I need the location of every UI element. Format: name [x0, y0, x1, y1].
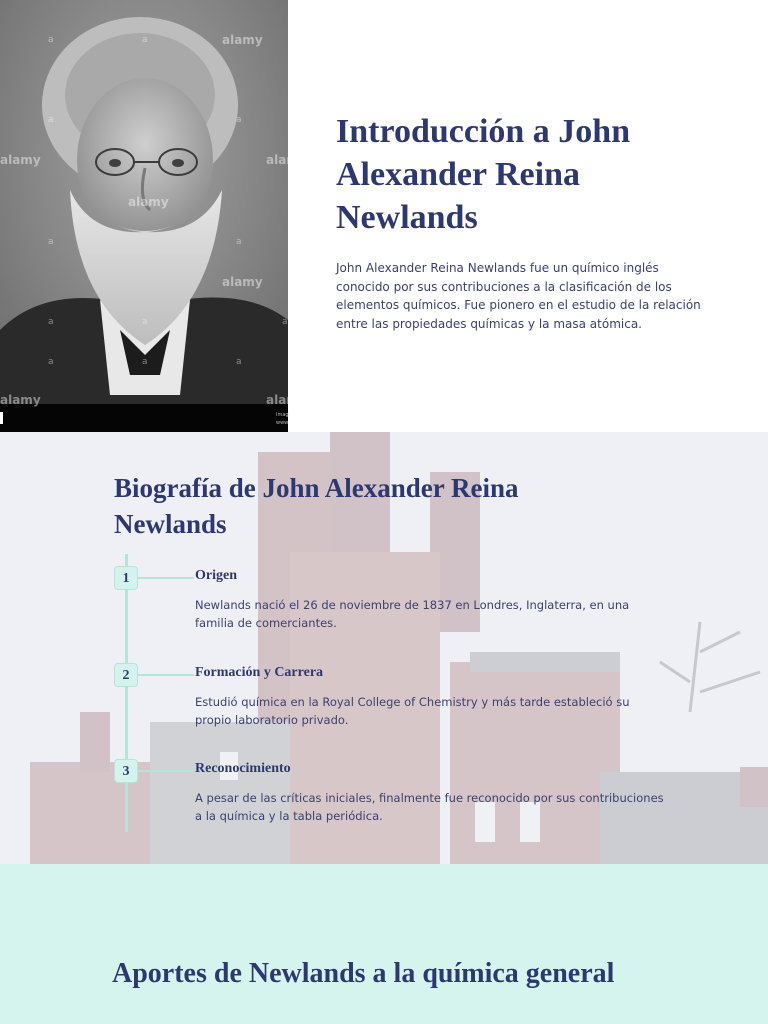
- svg-text:a: a: [48, 317, 54, 327]
- svg-text:alamy: alamy: [222, 33, 263, 47]
- timeline-heading: Formación y Carrera: [195, 665, 324, 680]
- svg-text:a: a: [48, 35, 54, 45]
- svg-text:a: a: [236, 115, 242, 125]
- svg-text:alam: alam: [266, 153, 299, 167]
- timeline-heading: Origen: [195, 568, 237, 583]
- intro-text: [336, 110, 716, 334]
- svg-text:a: a: [48, 115, 54, 125]
- timeline-description: Newlands nació el 26 de noviembre de 1837 en Londres, Inglaterra, en una familia de comerciantes.: [195, 598, 630, 630]
- intro-title: Introducción a John Alexander Reina Newlands: [336, 113, 631, 236]
- contributions-title: Aportes de Newlands a la química general: [112, 958, 615, 989]
- svg-text:a: a: [236, 357, 242, 367]
- svg-text:a: a: [282, 317, 288, 327]
- svg-text:a: a: [142, 35, 148, 45]
- svg-text:a: a: [48, 357, 54, 367]
- timeline-description: Estudió química en la Royal College of Chemistry y más tarde estableció su propio laboratorio privado.: [195, 695, 630, 727]
- timeline-badge: 1: [114, 566, 138, 590]
- timeline-heading: Reconocimiento: [195, 761, 291, 776]
- timeline-badge: 3: [114, 759, 138, 783]
- timeline-connector: [138, 577, 194, 579]
- svg-text:a: a: [48, 237, 54, 247]
- timeline-line: [125, 554, 128, 832]
- timeline-badge: 2: [114, 663, 138, 687]
- timeline-connector: [138, 770, 194, 772]
- biography-section: [0, 432, 768, 864]
- portrait-image: [0, 0, 299, 432]
- biography-title: Biografía de John Alexander Reina Newlands: [114, 473, 519, 539]
- intro-body: John Alexander Reina Newlands fue un químico inglés conocido por sus contribuciones a la clasificación de los elementos químicos. Fue pionero en el estudio de la relación entre las propiedades químicas y la masa atómica.: [336, 261, 701, 332]
- svg-text:Imag: Imag: [276, 412, 289, 418]
- svg-text:a: a: [142, 317, 148, 327]
- svg-text:alamy: alamy: [128, 195, 169, 209]
- svg-text:a: a: [236, 237, 242, 247]
- timeline-connector: [138, 674, 194, 676]
- svg-text:a: a: [142, 357, 148, 367]
- svg-text:alamy: alamy: [0, 153, 41, 167]
- svg-text:www: www: [276, 420, 289, 426]
- timeline-description: A pesar de las críticas iniciales, finalmente fue reconocido por sus contribuciones a la química y la tabla periódica.: [195, 791, 664, 823]
- contributions-section: [0, 864, 768, 1024]
- svg-text:alamy: alamy: [0, 393, 41, 407]
- svg-text:alamy: alamy: [222, 275, 263, 289]
- svg-text:alam: alam: [266, 393, 299, 407]
- intro-section: [0, 0, 768, 432]
